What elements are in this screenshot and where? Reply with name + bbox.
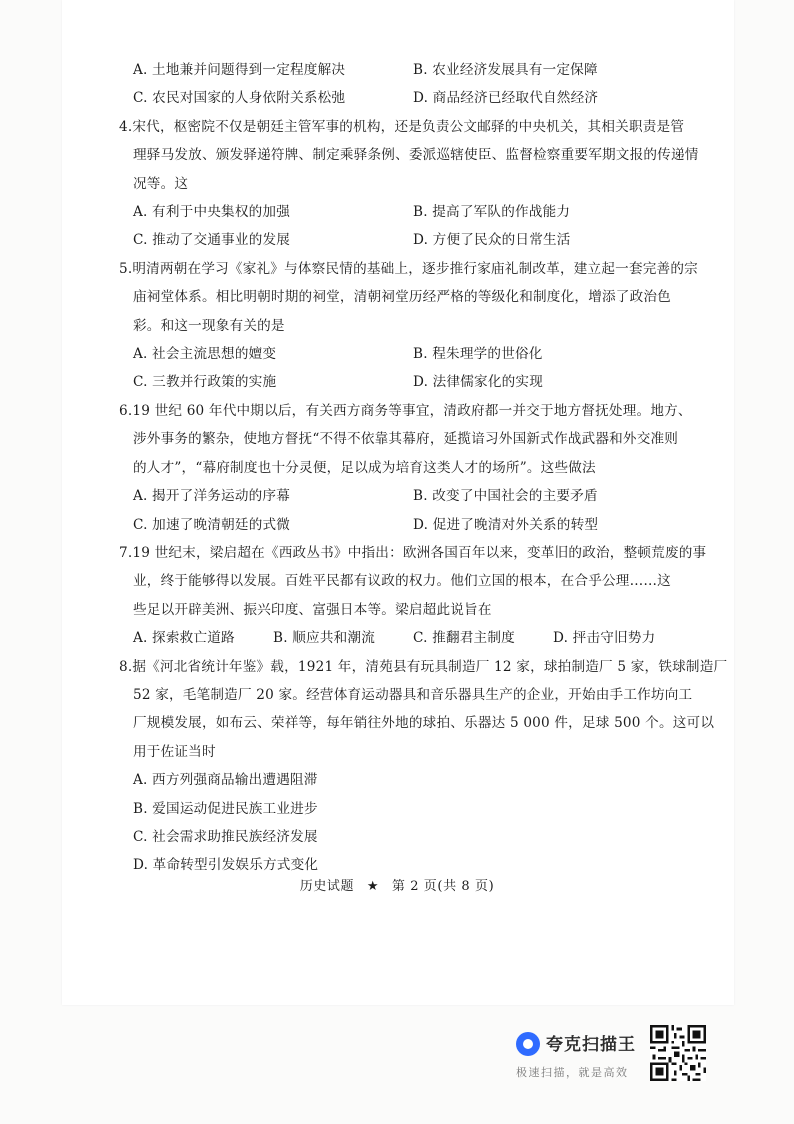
option-row — [133, 340, 693, 368]
option-b: B. 农业经济发展具有一定保障 — [413, 62, 598, 78]
option-b: B. 程朱理学的世俗化 — [413, 346, 543, 363]
option-d: D. 方便了民众的日常生活 — [413, 232, 571, 249]
option-row — [133, 624, 693, 652]
question-6 — [119, 397, 693, 539]
option-row — [133, 511, 693, 539]
option-b: B. 提高了军队的作战能力 — [413, 204, 571, 221]
option-d: D. 革命转型引发娱乐方式变化 — [133, 857, 319, 874]
question-stem-line: 厂规模发展，如布云、荣祥等，每年销往外地的球拍、乐器达 5 000 件，足球 500 个。这可以 — [133, 715, 715, 732]
scanner-logo-icon — [516, 1032, 540, 1056]
option-row — [133, 226, 693, 254]
scanner-watermark — [510, 1024, 710, 1084]
footer-subject: 历史试题 — [299, 879, 355, 894]
option-row — [133, 56, 693, 84]
option-d: D. 促进了晚清对外关系的转型 — [413, 516, 599, 533]
option-c: C. 农民对国家的人身依附关系松弛 — [133, 90, 346, 107]
question-stem-line: 用于佐证当时 — [133, 743, 216, 760]
option-c: C. 推动了交通事业的发展 — [133, 232, 291, 249]
option-row — [133, 198, 693, 226]
option-row — [133, 84, 693, 112]
option-c: C. 推翻君主制度 — [413, 630, 515, 647]
question-5 — [119, 255, 698, 397]
question-4 — [119, 113, 699, 255]
option-row — [133, 482, 693, 510]
option-a: A. 揭开了洋务运动的序幕 — [133, 488, 290, 505]
question-stem-line: 52 家，毛笔制造厂 20 家。经营体育运动器具和音乐器具生产的企业，开始由手工作坊向工 — [133, 686, 693, 703]
option-d: D. 抨击守旧势力 — [553, 630, 656, 647]
scanner-slogan: 极速扫描，就是高效 — [516, 1066, 629, 1079]
option-list — [133, 766, 693, 880]
option-c: C. 三教并行政策的实施 — [133, 374, 277, 391]
question-stem-line: 庙祠堂体系。相比明朝时期的祠堂，清朝祠堂历经严格的等级化和制度化，增添了政治色 — [133, 289, 671, 306]
option-b: B. 爱国运动促进民族工业进步 — [133, 800, 318, 817]
option-d: D. 商品经济已经取代自然经济 — [413, 90, 599, 107]
page-footer — [0, 875, 794, 894]
option-c: C. 社会需求助推民族经济发展 — [133, 828, 318, 845]
footer-page-number: 第 2 页(共 8 页) — [391, 879, 495, 894]
question-stem-line: 7.19 世纪末，梁启超在《西政丛书》中指出：欧洲各国百年以来，变革旧的政治，整顿荒废的事 — [119, 544, 707, 561]
option-b: B. 改变了中国社会的主要矛盾 — [413, 488, 598, 505]
question-stem-line: 6.19 世纪 60 年代中期以后，有关西方商务等事宜，清政府都一并交于地方督抚处理。地方、 — [119, 402, 692, 419]
option-c: C. 加速了晚清朝廷的式微 — [133, 516, 291, 533]
option-b: B. 顺应共和潮流 — [273, 630, 375, 647]
star-icon: ★ — [366, 879, 380, 894]
option-a: A. 西方列强商品输出遭遇阻滞 — [133, 772, 318, 789]
option-a: A. 土地兼并问题得到一定程度解决 — [133, 62, 346, 78]
option-row — [133, 368, 693, 396]
option-d: D. 法律儒家化的实现 — [413, 374, 544, 391]
question-stem-line: 彩。和这一现象有关的是 — [133, 317, 285, 334]
question-stem-line: 5.明清两朝在学习《家礼》与体察民情的基础上，逐步推行家庙礼制改革，建立起一套完善的宗 — [119, 260, 698, 277]
question-stem-line: 的人才”，“幕府制度也十分灵便，足以成为培育这类人才的场所”。这些做法 — [133, 459, 596, 476]
question-stem-line: 况等。这 — [133, 175, 189, 192]
question-stem-line: 4.宋代，枢密院不仅是朝廷主管军事的机构，还是负责公文邮驿的中央机关，其相关职责是管 — [119, 118, 685, 135]
option-a: A. 有利于中央集权的加强 — [133, 204, 290, 221]
question-stem-line: 涉外事务的繁杂，使地方督抚“不得不依靠其幕府，延揽谙习外国新式作战武器和外交准则 — [133, 431, 679, 448]
exam-content — [119, 56, 728, 880]
qr-code-icon — [650, 1025, 706, 1081]
question-7 — [119, 539, 707, 653]
option-a: A. 社会主流思想的嬗变 — [133, 346, 277, 363]
question-8 — [119, 653, 728, 880]
question-stem-line: 些足以开辟美洲、振兴印度、富强日本等。梁启超此说旨在 — [133, 601, 492, 618]
scanner-app-name: 夸克扫描王 — [546, 1035, 636, 1055]
question-stem-line: 8.据《河北省统计年鉴》载，1921 年，清苑县有玩具制造厂 12 家，球拍制造厂 5 家，铁球制造厂 — [119, 658, 728, 675]
question-stem-line: 业，终于能够得以发展。百姓平民都有议政的权力。他们立国的根本，在合乎公理……这 — [133, 573, 671, 590]
option-a: A. 探索救亡道路 — [133, 630, 235, 647]
question-stem-line: 理驿马发放、颁发驿递符牌、制定乘驿条例、委派巡辖使臣、监督检察重要军期文报的传递情 — [133, 147, 699, 164]
